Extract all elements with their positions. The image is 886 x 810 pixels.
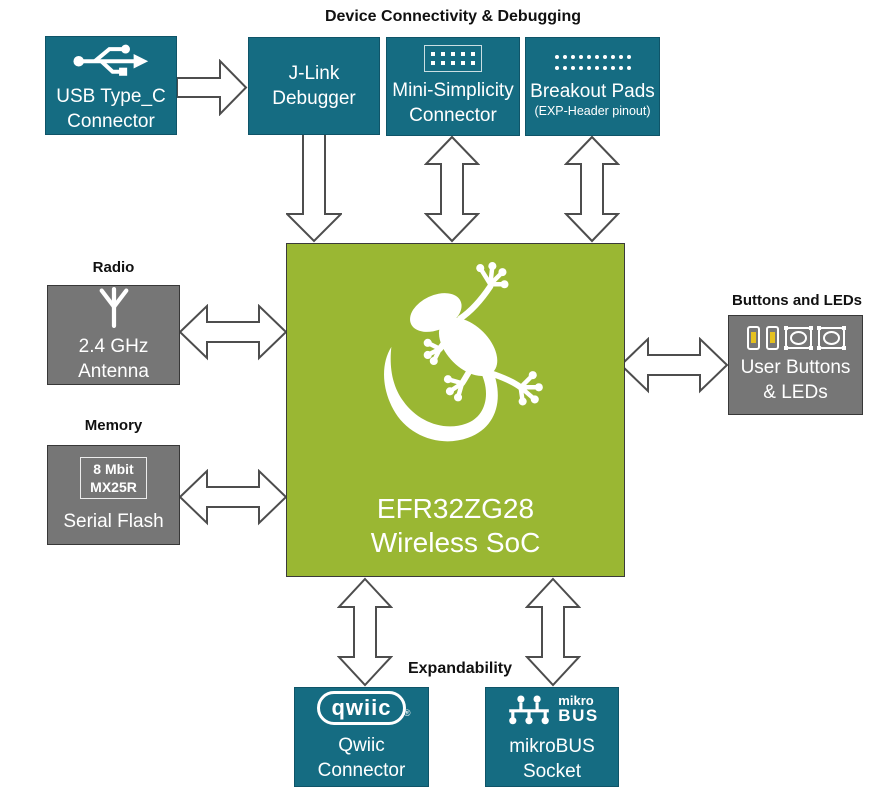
user-buttons-leds-box [728,315,863,415]
flash-chip-icon [80,457,147,499]
soc-label-line1: EFR32ZG28 [376,493,535,524]
qwiic-label-line2: Connector [317,760,406,781]
soc-label-line2: Wireless SoC [370,527,541,558]
arrow-soc-qwiic [337,577,393,687]
gecko-icon [355,256,557,462]
jlink-debugger-box [248,37,380,135]
arrow-jlink-to-soc [286,134,342,243]
arrow-soc-buttons [619,337,729,394]
section-title-buttons-leds: Buttons and LEDs [732,292,862,309]
serial-flash-box [47,445,180,545]
push-button-icon [785,327,812,349]
mikrobus-logo-line2: BUS [558,705,599,725]
arrow-antenna-soc [178,304,288,361]
section-title-radio: Radio [92,259,135,276]
led-icon [766,326,779,350]
antenna-label-line2: Antenna [78,361,149,382]
mikrobus-label-line2: Socket [522,760,582,782]
jlink-label-line2: Debugger [272,88,356,109]
antenna-box [47,285,180,385]
pin-header-icon [424,45,482,72]
qwiic-logo [317,691,412,725]
usb-label-line1: USB Type_C [56,86,166,107]
breakout-label-line1: Breakout Pads [530,80,655,102]
jlink-label-line1: J-Link [288,63,340,84]
usb-type-c-box [45,36,177,135]
mikrobus-socket-box [485,687,619,787]
breakout-pads-icon [555,55,631,70]
mini-simplicity-label-line1: Mini-Simplicity [392,80,514,101]
antenna-icon [92,286,136,329]
registered-mark: ® [403,708,412,718]
flash-chip-line2: MX25R [90,478,137,495]
user-buttons-label-line1: User Buttons [740,356,851,378]
qwiic-connector-box [294,687,429,787]
mikrobus-logo-line1: mikro [558,692,594,708]
arrow-usb-to-jlink [176,59,248,116]
mini-simplicity-label-line2: Connector [409,105,497,126]
mikrobus-label-line1: mikroBUS [509,735,595,757]
led-icon [747,326,760,350]
efr32zg28-soc-box [286,243,625,577]
qwiic-label-line1: Qwiic [338,735,385,756]
mikrobus-logo [505,691,598,727]
breakout-pads-box [525,37,660,136]
section-title-memory: Memory [84,417,143,434]
arrow-flash-soc [178,469,288,526]
serial-flash-label: Serial Flash [63,510,164,532]
flash-chip-line1: 8 Mbit [93,460,134,477]
arrow-soc-mikrobus [525,577,581,687]
usb-label-line2: Connector [67,111,155,132]
qwiic-logo-text: qwiic [331,695,392,720]
mikrobus-circuit-icon [505,691,553,727]
antenna-label-line1: 2.4 GHz [78,336,149,357]
usb-icon [65,37,157,79]
user-buttons-label-line2: & LEDs [763,381,828,403]
push-button-icon [818,327,845,349]
section-title-expandability: Expandability [407,660,513,677]
arrow-breakout-soc [564,135,620,243]
mini-simplicity-box [386,37,520,136]
section-title-device-connectivity: Device Connectivity & Debugging [324,8,582,25]
arrow-minisimplicity-soc [424,135,480,243]
breakout-label-line2: (EXP-Header pinout) [534,103,651,118]
